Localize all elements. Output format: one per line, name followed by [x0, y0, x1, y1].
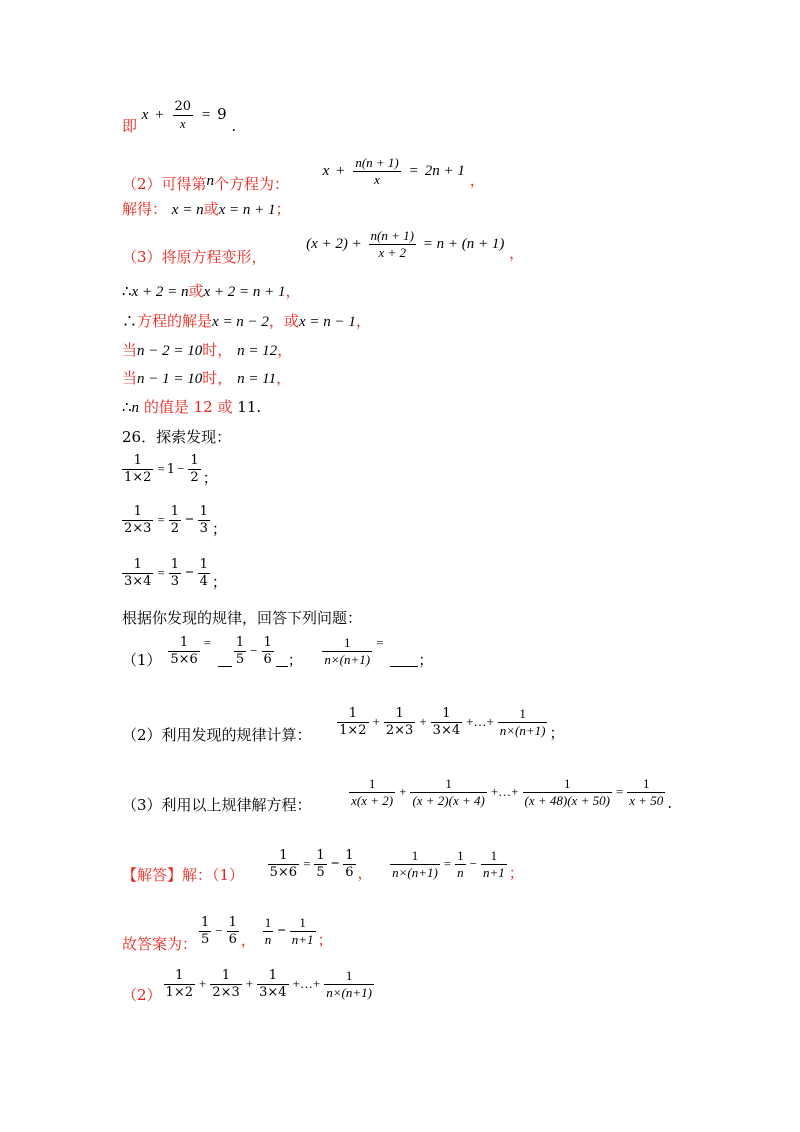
line-3 — [122, 198, 291, 219]
fraction: $\frac{1}{n\times(n+1)}$ — [326, 968, 372, 1000]
text-or: 或 — [188, 282, 204, 300]
equals-sign: = — [201, 107, 211, 124]
answer-blank[interactable] — [390, 666, 418, 667]
problem-3: （3）利用以上规律解方程： $\frac{1}{x(x + 2)}$ + $\frac{1}{(x + 2)(x + 4)}$ +…+ $\frac{1}{(x + 48)(x + 50)}$ = $\frac{1}{x + 50}$ . — [122, 776, 673, 815]
answer-intro: 解：（1） — [182, 866, 245, 885]
answer-blank[interactable] — [218, 666, 232, 667]
semicolon: ； — [275, 200, 291, 218]
line-4 — [122, 228, 525, 267]
solution-a: x = n — [171, 202, 204, 218]
lhs-expr: (x + 2) + — [306, 236, 362, 253]
fraction: $\frac{1}{5\times 6}$ — [170, 635, 198, 667]
line-6 — [122, 310, 371, 331]
sol-b: x = n − 1 — [298, 314, 356, 330]
eq-a: x + 2 = n — [131, 284, 189, 300]
denominator: x + 2 — [378, 244, 407, 260]
fraction: $\frac{1}{n}$ — [264, 915, 272, 947]
text-or: 或 — [203, 200, 219, 218]
fraction: $\frac{1}{n+1}$ — [483, 848, 505, 880]
line-7 — [122, 339, 292, 360]
answer-tag: 【解答】 — [122, 866, 183, 885]
text-eq-desc: 个方程为： — [214, 175, 290, 194]
therefore-symbol: ∴ — [122, 312, 138, 330]
example-3: $\frac{1}{3\times 4}$ = $\frac{1}{3}$ − $\frac{1}{4}$ ； — [124, 557, 227, 592]
fraction: $\frac{1}{n}$ — [457, 848, 464, 880]
answer-1: 【解答】解：（1） $\frac{1}{5\times 6}$ = $\frac{1}{5}$ − $\frac{1}{6}$ ， $\frac{1}{n\times(n+1)}$ = $\frac{1}{n}$ − $\frac{1}{n+1}$ ； — [122, 848, 524, 885]
line-5 — [122, 280, 301, 301]
var-x: x — [141, 107, 149, 124]
comma: ， — [276, 369, 292, 387]
example-1: $\frac{1}{1\times 2}$ = 1 − $\frac{1}{2}$ ； — [124, 453, 218, 488]
rhs-expr: 2n + 1 — [424, 163, 465, 180]
fraction: $\frac{1}{n\times(n+1)}$ — [499, 706, 546, 738]
fraction-20-over-x — [173, 100, 194, 130]
value-11: 11. — [237, 398, 262, 416]
problem-2: （2）利用发现的规律计算： $\frac{1}{1\times 2}$ + $\frac{1}{2\times 3}$ + $\frac{1}{3\times 4}$ +…+ $\frac{1}{n\times(n+1)}$ ； — [122, 706, 565, 745]
fraction: $\frac{1}{3}$ — [199, 504, 208, 536]
fraction: $\frac{1}{2\times 3}$ — [124, 504, 152, 536]
result: n = 11 — [237, 371, 277, 387]
denominator: x — [374, 171, 380, 187]
line-9 — [122, 396, 261, 417]
numerator: n(n + 1) — [355, 155, 399, 170]
comma: ， — [509, 244, 525, 263]
example-2: $\frac{1}{2\times 3}$ = $\frac{1}{2}$ − $\frac{1}{3}$ ； — [124, 504, 227, 539]
label: （2） — [122, 986, 162, 1005]
result: n = 12 — [237, 343, 278, 359]
fraction: $\frac{1}{3\times 4}$ — [124, 557, 152, 589]
therefore-symbol: ∴ — [122, 282, 132, 300]
fraction-nn1-over-x — [353, 156, 400, 186]
answer-2: 故答案为： $\frac{1}{5}$ − $\frac{1}{6}$ ， $\frac{1}{n}$ − $\frac{1}{n+1}$ ； — [122, 915, 333, 954]
line-1 — [122, 99, 237, 136]
text-then: 时， — [202, 369, 233, 387]
fraction: $\frac{1}{1\times 2}$ — [124, 453, 152, 485]
fraction: $\frac{1}{3\times 4}$ — [259, 968, 287, 1000]
rhs-value: 9 — [217, 105, 227, 124]
semicolon: ； — [211, 573, 227, 592]
condition: n − 2 = 10 — [137, 343, 203, 359]
answer-label: 故答案为： — [122, 935, 198, 954]
var-x: x — [322, 163, 330, 180]
numerator: 20 — [174, 99, 192, 114]
fraction: $\frac{1}{5\times 6}$ — [269, 848, 298, 880]
semicolon: ； — [211, 520, 227, 539]
semicolon: ； — [202, 469, 218, 488]
comma: ， — [285, 282, 301, 300]
fraction: $\frac{1}{5}$ — [316, 848, 325, 880]
fraction: $\frac{1}{(x + 48)(x + 50)}$ — [524, 776, 610, 808]
fraction: $\frac{1}{1\times 2}$ — [165, 968, 193, 1000]
text-when: 当 — [122, 369, 138, 387]
comma: ， — [469, 171, 485, 190]
equals-sign: = — [409, 163, 419, 180]
fraction: $\frac{1}{n\times(n+1)}$ — [392, 848, 438, 880]
problem-1: （1） $\frac{1}{5\times 6}$ = $\frac{1}{5}$ − $\frac{1}{6}$ ； $\frac{1}{n\times(n+1)}$ = ； — [122, 635, 434, 670]
line-8 — [122, 367, 291, 388]
fraction-nn1-over-x2 — [369, 229, 416, 259]
fraction: $\frac{1}{x(x + 2)}$ — [351, 776, 394, 808]
rhs-expr: = n + (n + 1) — [422, 236, 505, 253]
numerator: n(n + 1) — [370, 228, 414, 243]
denominator: x — [179, 115, 186, 131]
fraction: $\frac{1}{n+1}$ — [291, 915, 314, 947]
solution-b: x = n + 1 — [218, 202, 276, 218]
fraction: $\frac{1}{3\times 4}$ — [432, 706, 461, 738]
var-n: n — [131, 400, 140, 416]
fraction: $\frac{1}{6}$ — [228, 915, 237, 947]
text-value-is: 的值是 — [143, 398, 189, 416]
fraction: $\frac{1}{2\times 3}$ — [212, 968, 240, 1000]
text-solve: 解得： — [122, 200, 168, 218]
fraction: $\frac{1}{6}$ — [345, 848, 354, 880]
text-when: 当 — [122, 341, 138, 359]
answer-3: （2） $\frac{1}{1\times 2}$ + $\frac{1}{2\times 3}$ + $\frac{1}{3\times 4}$ +…+ $\frac{1}{n\times(n+1)}$ — [122, 968, 372, 1005]
value-12: 12 — [193, 398, 213, 416]
condition: n − 1 = 10 — [137, 371, 203, 387]
sol-a: x = n − 2 — [212, 314, 269, 330]
plus-sign: + — [336, 163, 345, 180]
plus-sign: + — [155, 107, 164, 124]
var-n: n — [206, 173, 215, 190]
fraction: $\frac{1}{x + 50}$ — [629, 776, 664, 808]
text-ji: 即 — [122, 117, 138, 136]
text-or: 或 — [217, 398, 233, 416]
fraction: $\frac{1}{n\times(n+1)}$ — [324, 635, 371, 667]
text-solution-is: 方程的解是 — [137, 312, 213, 330]
label-3: （3）将原方程变形， — [122, 248, 267, 267]
fraction: $\frac{1}{(x + 2)(x + 4)}$ — [412, 776, 485, 808]
intro-text: 根据你发现的规律，回答下列问题： — [122, 609, 363, 627]
fraction: $\frac{1}{5}$ — [201, 915, 210, 947]
text-then: 时， — [202, 341, 233, 359]
text-or: ，或 — [268, 312, 299, 330]
comma: ， — [277, 341, 293, 359]
comma: ， — [355, 312, 371, 330]
label: （1） — [122, 651, 162, 670]
fraction: $\frac{1}{2\times 3}$ — [385, 706, 414, 738]
fraction: $\frac{1}{1\times 2}$ — [339, 706, 367, 738]
fraction: $\frac{1}{5}$ — [235, 635, 245, 667]
label: （3）利用以上规律解方程： — [122, 796, 312, 815]
period: . — [231, 117, 237, 136]
label: （2）利用发现的规律计算： — [122, 726, 312, 745]
fraction: $\frac{1}{4}$ — [199, 557, 208, 589]
label-2: （2）可得第 — [122, 175, 207, 194]
line-2 — [122, 155, 485, 194]
answer-blank[interactable] — [276, 666, 288, 667]
question-26-title: 26．探索发现： — [122, 428, 232, 446]
fraction: $\frac{1}{3}$ — [170, 557, 180, 589]
fraction: $\frac{1}{2}$ — [170, 504, 180, 536]
therefore-symbol: ∴ — [122, 398, 132, 416]
eq-b: x + 2 = n + 1 — [203, 284, 286, 300]
fraction: $\frac{1}{2}$ — [190, 453, 199, 485]
fraction: $\frac{1}{6}$ — [263, 635, 272, 667]
